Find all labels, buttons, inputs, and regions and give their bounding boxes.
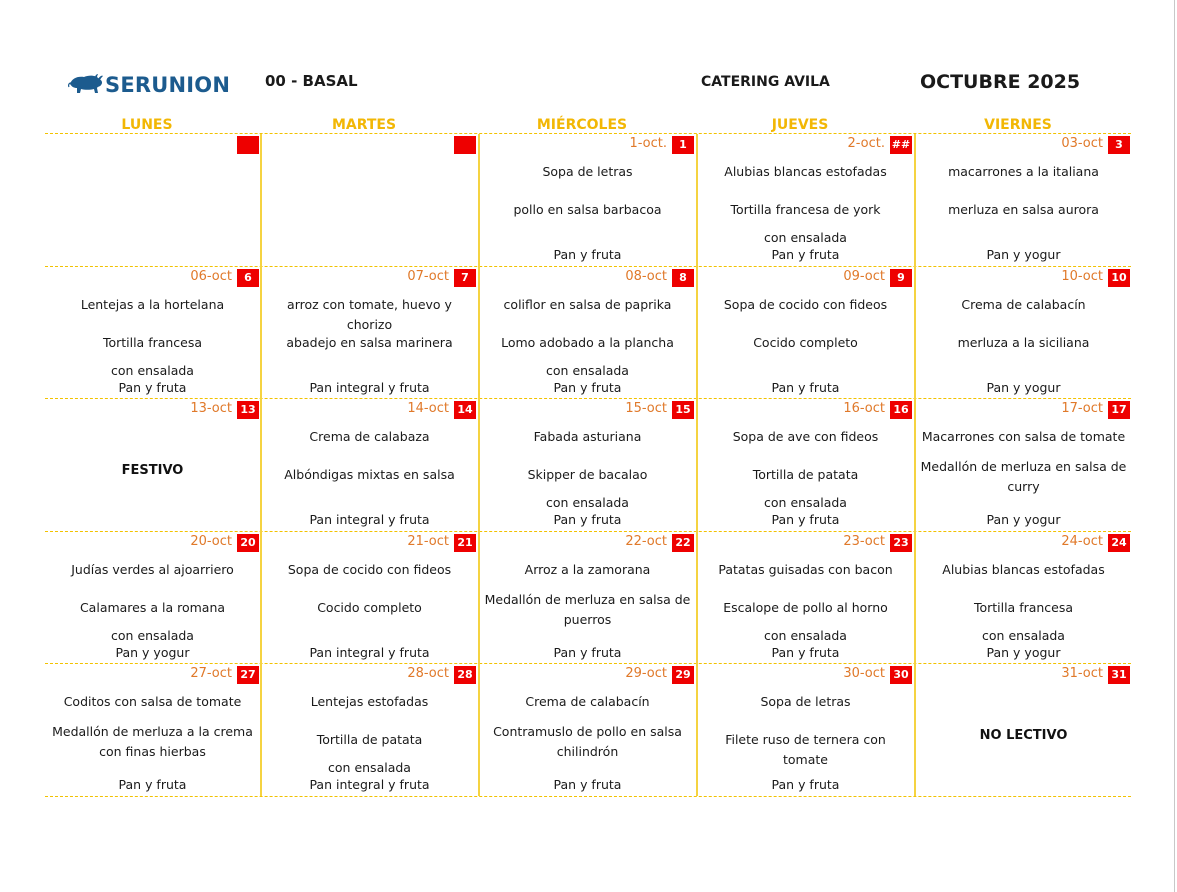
day-number-badge: 31 xyxy=(1108,666,1130,684)
dessert-bread: Pan y fruta xyxy=(771,512,840,527)
date-label: 03-oct xyxy=(1061,136,1103,151)
serunion-logo xyxy=(68,70,230,100)
day-number-badge: 3 xyxy=(1108,136,1130,154)
first-course: Coditos con salsa de tomate xyxy=(63,694,242,709)
second-course: Cocido completo xyxy=(753,335,858,350)
second-course: Tortilla francesa xyxy=(973,600,1074,615)
date-label: 31-oct xyxy=(1061,666,1103,681)
day-cell xyxy=(261,664,478,796)
date-label: 10-oct xyxy=(1061,269,1103,284)
date-label: 13-oct xyxy=(190,401,232,416)
day-number-badge: 9 xyxy=(890,269,912,287)
date-label: 21-oct xyxy=(407,534,449,549)
day-number-badge: 21 xyxy=(454,534,476,552)
day-cell xyxy=(915,399,1132,531)
dessert-bread: Pan y yogur xyxy=(986,645,1061,660)
dessert-bread: Pan integral y fruta xyxy=(309,512,430,527)
day-number-badge: 15 xyxy=(672,401,694,419)
dessert-bread: Pan integral y fruta xyxy=(309,645,430,660)
first-course: Crema de calabaza xyxy=(309,429,430,444)
date-label: 16-oct xyxy=(843,401,885,416)
day-number-badge xyxy=(454,136,476,154)
day-number-badge: 27 xyxy=(237,666,259,684)
bull-icon xyxy=(68,71,104,99)
day-cell xyxy=(915,134,1132,266)
day-cell xyxy=(44,532,261,664)
day-number-badge: 13 xyxy=(237,401,259,419)
day-cell xyxy=(915,532,1132,664)
day-number-badge: 28 xyxy=(454,666,476,684)
day-number-badge: 16 xyxy=(890,401,912,419)
day-number-badge: 7 xyxy=(454,269,476,287)
date-label: 15-oct xyxy=(625,401,667,416)
second-course: pollo en salsa barbacoa xyxy=(513,202,662,217)
day-number-badge: 17 xyxy=(1108,401,1130,419)
day-number-badge: 14 xyxy=(454,401,476,419)
first-course: Lentejas estofadas xyxy=(310,694,429,709)
date-label: 22-oct xyxy=(625,534,667,549)
day-cell xyxy=(915,664,1132,796)
day-cell xyxy=(261,134,478,266)
first-course: Macarrones con salsa de tomate xyxy=(921,429,1126,444)
dessert-bread: Pan y fruta xyxy=(553,247,622,262)
date-label: 29-oct xyxy=(625,666,667,681)
dessert-bread: Pan y fruta xyxy=(771,380,840,395)
dessert-bread: Pan y fruta xyxy=(553,777,622,792)
second-course: abadejo en salsa marinera xyxy=(286,335,453,350)
weekday-header: MARTES xyxy=(331,117,397,133)
side-dish: con ensalada xyxy=(764,230,847,245)
day-note: NO LECTIVO xyxy=(979,728,1068,743)
day-cell xyxy=(697,532,914,664)
dessert-bread: Pan y yogur xyxy=(115,645,190,660)
day-number-badge: 1 xyxy=(672,136,694,154)
dessert-bread: Pan y fruta xyxy=(771,247,840,262)
day-cell xyxy=(479,399,696,531)
side-dish: con ensalada xyxy=(982,628,1065,643)
day-cell xyxy=(44,664,261,796)
second-course: Skipper de bacalao xyxy=(527,467,648,482)
first-course: Lentejas a la hortelana xyxy=(80,297,225,312)
second-course: Lomo adobado a la plancha xyxy=(501,335,674,350)
first-course: Crema de calabacín xyxy=(525,694,650,709)
first-course: coliflor en salsa de paprika xyxy=(503,297,672,312)
day-number-badge xyxy=(237,136,259,154)
dessert-bread: Pan y fruta xyxy=(118,380,187,395)
day-cell xyxy=(261,267,478,399)
weekday-header: VIERNES xyxy=(984,117,1052,133)
date-label: 24-oct xyxy=(1061,534,1103,549)
date-label: 28-oct xyxy=(407,666,449,681)
day-cell xyxy=(44,267,261,399)
menu-name: 00 - BASAL xyxy=(265,72,358,90)
weekday-header: MIÉRCOLES xyxy=(536,117,628,133)
date-label: 08-oct xyxy=(625,269,667,284)
dessert-bread: Pan y fruta xyxy=(118,777,187,792)
first-course: Alubias blancas estofadas xyxy=(942,562,1105,577)
first-course: Patatas guisadas con bacon xyxy=(718,562,893,577)
date-label: 27-oct xyxy=(190,666,232,681)
day-cell xyxy=(261,532,478,664)
second-course: Contramuslo de pollo en salsa chilindrón xyxy=(493,724,682,759)
second-course: merluza a la siciliana xyxy=(957,335,1090,350)
side-dish: con ensalada xyxy=(111,363,194,378)
day-note: FESTIVO xyxy=(121,463,184,478)
dessert-bread: Pan y yogur xyxy=(986,380,1061,395)
day-cell xyxy=(479,267,696,399)
first-course: Fabada asturiana xyxy=(533,429,642,444)
first-course: Sopa de letras xyxy=(542,164,633,179)
first-course: Alubias blancas estofadas xyxy=(724,164,887,179)
dessert-bread: Pan y fruta xyxy=(553,512,622,527)
dessert-bread: Pan y fruta xyxy=(771,777,840,792)
first-course: Sopa de letras xyxy=(760,694,851,709)
grid-row-divider xyxy=(45,796,1131,797)
day-number-badge: 6 xyxy=(237,269,259,287)
date-label: 17-oct xyxy=(1061,401,1103,416)
day-cell xyxy=(697,664,914,796)
dessert-bread: Pan integral y fruta xyxy=(309,777,430,792)
weekday-header: LUNES xyxy=(121,117,173,133)
month-title: OCTUBRE 2025 xyxy=(920,71,1081,93)
day-cell xyxy=(479,134,696,266)
day-number-badge: 30 xyxy=(890,666,912,684)
day-cell xyxy=(44,399,261,531)
day-cell xyxy=(479,664,696,796)
second-course: merluza en salsa aurora xyxy=(948,202,1099,217)
first-course: Judías verdes al ajoarriero xyxy=(71,562,234,577)
first-course: macarrones a la italiana xyxy=(948,164,1099,179)
second-course: Tortilla francesa de york xyxy=(730,202,881,217)
second-course: Filete ruso de ternera con tomate xyxy=(725,732,886,767)
date-label: 14-oct xyxy=(407,401,449,416)
day-number-badge: 10 xyxy=(1108,269,1130,287)
dessert-bread: Pan y fruta xyxy=(771,645,840,660)
day-number-badge: ## xyxy=(890,136,912,154)
second-course: Tortilla francesa xyxy=(102,335,203,350)
dessert-bread: Pan y fruta xyxy=(553,645,622,660)
day-number-badge: 29 xyxy=(672,666,694,684)
side-dish: con ensalada xyxy=(764,628,847,643)
dessert-bread: Pan y yogur xyxy=(986,512,1061,527)
page-edge xyxy=(1174,0,1175,892)
date-label: 1-oct. xyxy=(629,136,667,151)
side-dish: con ensalada xyxy=(764,495,847,510)
second-course: Escalope de pollo al horno xyxy=(723,600,888,615)
day-number-badge: 22 xyxy=(672,534,694,552)
first-course: Sopa de cocido con fideos xyxy=(287,562,452,577)
day-cell xyxy=(915,267,1132,399)
side-dish: con ensalada xyxy=(546,363,629,378)
side-dish: con ensalada xyxy=(546,495,629,510)
side-dish: con ensalada xyxy=(111,628,194,643)
first-course: Sopa de cocido con fideos xyxy=(723,297,888,312)
date-label: 20-oct xyxy=(190,534,232,549)
second-course: Tortilla de patata xyxy=(752,467,859,482)
first-course: arroz con tomate, huevo y chorizo xyxy=(287,297,452,332)
day-number-badge: 23 xyxy=(890,534,912,552)
date-label: 06-oct xyxy=(190,269,232,284)
first-course: Arroz a la zamorana xyxy=(524,562,651,577)
dessert-bread: Pan integral y fruta xyxy=(309,380,430,395)
day-cell xyxy=(697,134,914,266)
weekday-header: JUEVES xyxy=(771,117,829,133)
second-course: Tortilla de patata xyxy=(316,732,423,747)
second-course: Calamares a la romana xyxy=(79,600,226,615)
date-label: 23-oct xyxy=(843,534,885,549)
day-cell xyxy=(44,134,261,266)
second-course: Medallón de merluza en salsa de puerros xyxy=(484,592,691,627)
dessert-bread: Pan y yogur xyxy=(986,247,1061,262)
day-number-badge: 8 xyxy=(672,269,694,287)
first-course: Sopa de ave con fideos xyxy=(732,429,879,444)
first-course: Crema de calabacín xyxy=(961,297,1086,312)
logo-text: SERUNION xyxy=(105,73,231,97)
date-label: 30-oct xyxy=(843,666,885,681)
day-cell xyxy=(697,267,914,399)
second-course: Medallón de merluza a la crema con finas hierbas xyxy=(52,724,253,759)
second-course: Medallón de merluza en salsa de curry xyxy=(920,459,1127,494)
date-label: 09-oct xyxy=(843,269,885,284)
side-dish: con ensalada xyxy=(328,760,411,775)
second-course: Albóndigas mixtas en salsa xyxy=(284,467,455,482)
day-number-badge: 24 xyxy=(1108,534,1130,552)
catering-name: CATERING AVILA xyxy=(701,74,830,90)
day-cell xyxy=(697,399,914,531)
day-cell xyxy=(261,399,478,531)
date-label: 07-oct xyxy=(407,269,449,284)
date-label: 2-oct. xyxy=(847,136,885,151)
dessert-bread: Pan y fruta xyxy=(553,380,622,395)
day-cell xyxy=(479,532,696,664)
day-number-badge: 20 xyxy=(237,534,259,552)
second-course: Cocido completo xyxy=(317,600,422,615)
